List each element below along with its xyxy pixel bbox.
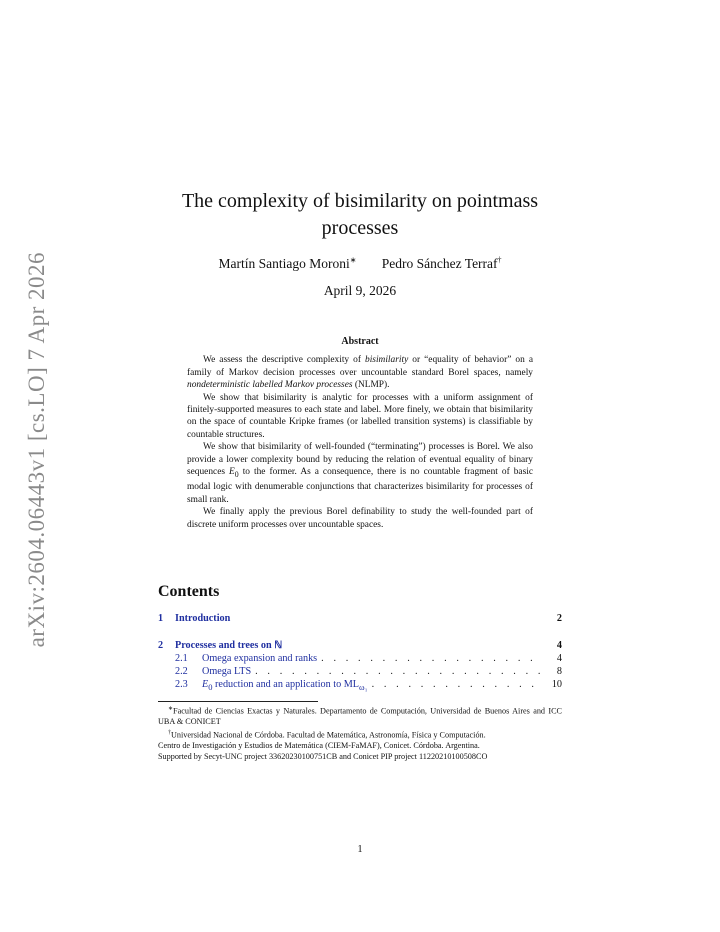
abstract-p3-text-a: We show that bisimilarity of well-founded (“terminating”) processes is Borel. We also provide a lower complexity bound by reducing the relation of eventual equality of binary sequences — [187, 442, 533, 478]
toc-entry-omega-lts[interactable] — [158, 666, 562, 679]
toc-link-processes-and-trees[interactable]: Processes and trees on ℕ — [175, 640, 283, 651]
toc-leader — [321, 653, 542, 664]
abstract — [187, 336, 533, 531]
toc-number: 2.1 — [175, 653, 188, 664]
author-1-name: Martín Santiago Moroni — [218, 255, 350, 271]
toc-entry-processes-and-trees[interactable] — [158, 640, 562, 653]
toc-leader — [372, 679, 542, 690]
toc-number: 1 — [158, 613, 164, 624]
abstract-paragraph-4: We finally apply the previous Borel definability to study the well-founded part of discrete uniform processes over uncountable spaces. — [187, 507, 533, 530]
toc-entry-omega-expansion[interactable] — [158, 653, 562, 666]
footnote-1-text: Facultad de Ciencias Exactas y Naturales. Departamento de Computación, Universidad de Buenos Aires and ICC UBA & CONICET — [158, 706, 562, 727]
toc-number: 2 — [158, 640, 164, 651]
paper-date: April 9, 2026 — [323, 283, 397, 298]
paper-title — [160, 188, 560, 242]
abstract-paragraph-3 — [187, 441, 533, 506]
footnote-2 — [158, 728, 562, 741]
toc-page: 10 — [551, 679, 562, 690]
abstract-p3-text-d: to the former. As a consequence, there is no countable fragment of basic modal logic with denumerable conjunctions that characterizes bisimilarity for processes of small rank. — [187, 467, 533, 505]
author-1 — [218, 256, 356, 271]
toc-math-sub-omega: ω₁ — [359, 682, 368, 693]
page-number: 1 — [357, 844, 363, 855]
abstract-p3-math-sub: 0 — [234, 469, 239, 479]
arxiv-stamp-text: arXiv:2604.06443v1 [cs.LO] 7 Apr 2026 — [24, 252, 49, 648]
footnote-rule — [158, 701, 318, 702]
footnote-1 — [158, 704, 562, 728]
author-2 — [382, 256, 502, 271]
toc-entry-introduction[interactable] — [158, 613, 562, 626]
table-of-contents — [158, 613, 562, 692]
toc-page: 4 — [556, 653, 562, 664]
abstract-p3-math-e: E — [229, 467, 235, 478]
author-2-name: Pedro Sánchez Terraf — [381, 255, 498, 271]
title-line-1: The complexity of bisimilarity on pointmass — [181, 190, 539, 212]
toc-number: 2.3 — [175, 679, 188, 690]
toc-number: 2.2 — [175, 666, 188, 677]
toc-page: 4 — [556, 640, 562, 651]
footnote-2-mark: † — [168, 729, 171, 736]
footnote-4: Supported by Secyt-UNC project 33620230100751CB and Conicet PIP project 11220210100508CO — [158, 751, 488, 761]
title-line-2: processes — [321, 217, 399, 239]
toc-leader — [255, 666, 542, 677]
contents-heading: Contents — [158, 583, 220, 600]
abstract-heading: Abstract — [341, 336, 379, 347]
author-2-mark: † — [497, 255, 502, 264]
footnote-1-mark: ∗ — [168, 706, 174, 712]
abstract-p1-emph-nlmp: nondeterministic labelled Markov processes — [187, 380, 353, 391]
abstract-paragraph-1 — [187, 354, 533, 391]
footnotes — [158, 701, 562, 762]
toc-link-e0-reduction[interactable] — [202, 679, 368, 692]
toc-title-text: reduction and an application to ML — [212, 679, 360, 690]
abstract-p1-text-e: (NLMP). — [352, 380, 390, 391]
footnote-2-text: Universidad Nacional de Córdoba. Facultad de Matemática, Astronomía, Física y Computación. — [171, 730, 486, 740]
toc-math-e: E — [202, 679, 209, 690]
abstract-p1-emph-bisimilarity: bisimilarity — [365, 355, 409, 366]
toc-page: 2 — [556, 613, 562, 624]
abstract-p1-text-c: or “equality of behavior” on a family of Markov decision processes over uncountable standard Borel spaces, namely — [187, 355, 533, 378]
abstract-p1-text-a: We assess the descriptive complexity of — [203, 355, 366, 366]
toc-link-omega-lts[interactable]: Omega LTS — [202, 666, 252, 677]
toc-entry-e0-reduction[interactable] — [158, 679, 562, 692]
toc-page: 8 — [556, 666, 562, 677]
footnote-3: Centro de Investigación y Estudios de Matemática (CIEM-FaMAF), Conicet. Córdoba. Argentina. — [158, 741, 480, 751]
author-1-mark: ∗ — [349, 255, 357, 264]
authors — [160, 255, 560, 272]
toc-math-sub: 0 — [208, 682, 213, 693]
toc-link-introduction[interactable]: Introduction — [175, 613, 231, 624]
abstract-paragraph-2: We show that bisimilarity is analytic for processes with a uniform assignment of finitely-supported measures to each state and label. More finely, we obtain that bisimilarity on the space of countable Kripke frames (or labelled transition systems) is classifiable by countable structures. — [187, 392, 533, 440]
arxiv-stamp — [20, 252, 54, 648]
toc-link-omega-expansion[interactable]: Omega expansion and ranks — [202, 653, 318, 664]
